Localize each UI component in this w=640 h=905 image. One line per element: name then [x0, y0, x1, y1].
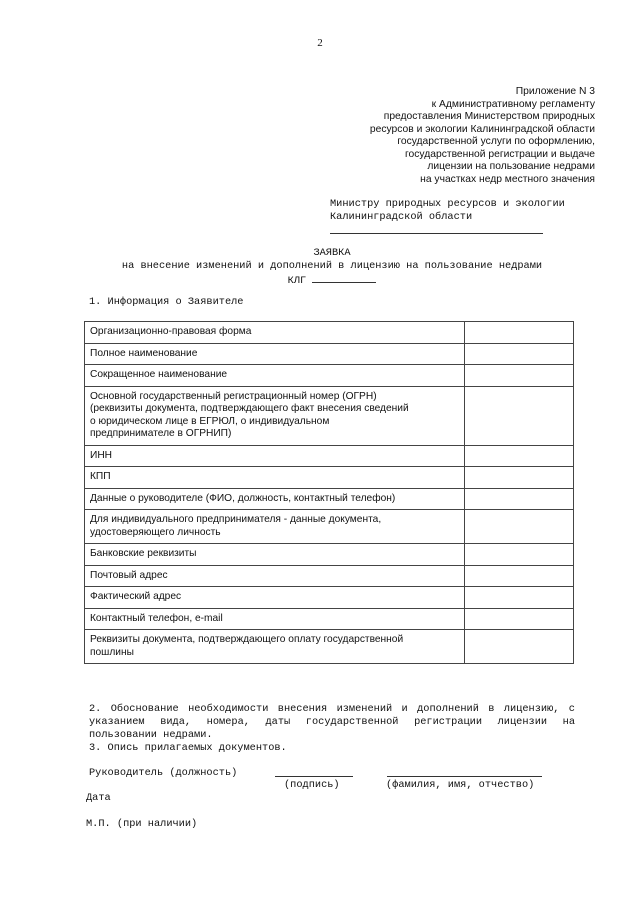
section2-line: указанием вида, номера, даты государственной регистрации лицензии на	[89, 716, 575, 728]
row-label: Почтовый адрес	[85, 565, 465, 587]
page-number: 2	[317, 37, 323, 49]
section2-line: 2. Обоснование необходимости внесения изменений и дополнений в лицензию, с	[89, 703, 575, 715]
appendix-header	[265, 86, 595, 186]
row-label: Фактический адрес	[85, 587, 465, 609]
full-name-line[interactable]	[387, 776, 542, 777]
appendix-line: ресурсов и экологии Калининградской области	[369, 123, 595, 135]
title-heading: ЗАЯВКА	[313, 247, 351, 259]
row-value-cell[interactable]	[465, 322, 574, 344]
section3-title: 3. Опись прилагаемых документов.	[89, 742, 287, 754]
appendix-line: лицензии на пользование недрами	[427, 161, 595, 172]
row-label: Контактный телефон, e-mail	[85, 608, 465, 630]
row-value-cell[interactable]	[465, 544, 574, 566]
table-row	[85, 587, 574, 609]
table-row	[85, 608, 574, 630]
section1-title: 1. Информация о Заявителе	[89, 296, 244, 308]
title-subtitle: на внесение изменений и дополнений в лицензию на пользование недрами	[121, 260, 543, 272]
appendix-line: на участках недр местного значения	[420, 173, 595, 185]
row-value-cell[interactable]	[465, 608, 574, 630]
table-row	[85, 322, 574, 344]
row-value-cell[interactable]	[465, 488, 574, 510]
table-row	[85, 343, 574, 365]
appendix-line: Приложение N 3	[515, 86, 595, 97]
row-label: КПП	[85, 467, 465, 489]
signature-line[interactable]	[275, 776, 353, 777]
table-row	[85, 510, 574, 544]
row-value-cell[interactable]	[465, 630, 574, 664]
addressee-line: Калининградской области	[330, 211, 473, 223]
klg-number-field[interactable]	[312, 273, 376, 283]
stamp-label: М.П. (при наличии)	[86, 818, 198, 830]
appendix-line: государственной регистрации и выдаче	[405, 148, 595, 160]
addressee-block	[330, 198, 565, 224]
appendix-line: государственной услуги по оформлению,	[397, 136, 595, 147]
row-value-cell[interactable]	[465, 445, 574, 467]
table-row	[85, 544, 574, 566]
document-title	[0, 247, 640, 288]
row-value-cell[interactable]	[465, 565, 574, 587]
table-row	[85, 386, 574, 445]
footer-sections	[89, 703, 575, 755]
applicant-info-table	[84, 321, 574, 664]
head-label: Руководитель (должность)	[89, 767, 238, 779]
row-value-cell[interactable]	[465, 343, 574, 365]
row-label: Сокращенное наименование	[85, 365, 465, 387]
row-label: Для индивидуального предпринимателя - данные документа, удостоверяющего личность	[85, 510, 465, 544]
row-label: Основной государственный регистрационный номер (ОГРН) (реквизиты документа, подтверждающего факт внесения сведений о юридическом лице в ЕГРЮЛ, о индивидуальном предпринимателе в ОГРНИП)	[85, 386, 465, 445]
row-label: Реквизиты документа, подтверждающего оплату государственной пошлины	[85, 630, 465, 664]
addressee-underline	[330, 233, 543, 234]
table-row	[85, 630, 574, 664]
table-row	[85, 445, 574, 467]
table-row	[85, 467, 574, 489]
appendix-line: к Административному регламенту	[431, 98, 595, 110]
table-row	[85, 565, 574, 587]
row-label: Организационно-правовая форма	[85, 322, 465, 344]
klg-line-row	[0, 273, 640, 288]
table-row	[85, 488, 574, 510]
date-label: Дата	[86, 792, 111, 804]
row-value-cell[interactable]	[465, 587, 574, 609]
klg-label: КЛГ	[287, 275, 307, 287]
row-value-cell[interactable]	[465, 386, 574, 445]
row-label: ИНН	[85, 445, 465, 467]
addressee-line: Министру природных ресурсов и экологии	[330, 198, 565, 210]
row-label: Полное наименование	[85, 343, 465, 365]
row-value-cell[interactable]	[465, 510, 574, 544]
signature-caption: (подпись)	[284, 779, 340, 791]
table-row	[85, 365, 574, 387]
full-name-caption: (фамилия, имя, отчество)	[386, 779, 535, 791]
row-label: Банковские реквизиты	[85, 544, 465, 566]
row-value-cell[interactable]	[465, 365, 574, 387]
row-label: Данные о руководителе (ФИО, должность, контактный телефон)	[85, 488, 465, 510]
section2-line: пользовании недрами.	[89, 729, 213, 741]
appendix-line: предоставления Министерством природных	[383, 111, 595, 122]
row-value-cell[interactable]	[465, 467, 574, 489]
